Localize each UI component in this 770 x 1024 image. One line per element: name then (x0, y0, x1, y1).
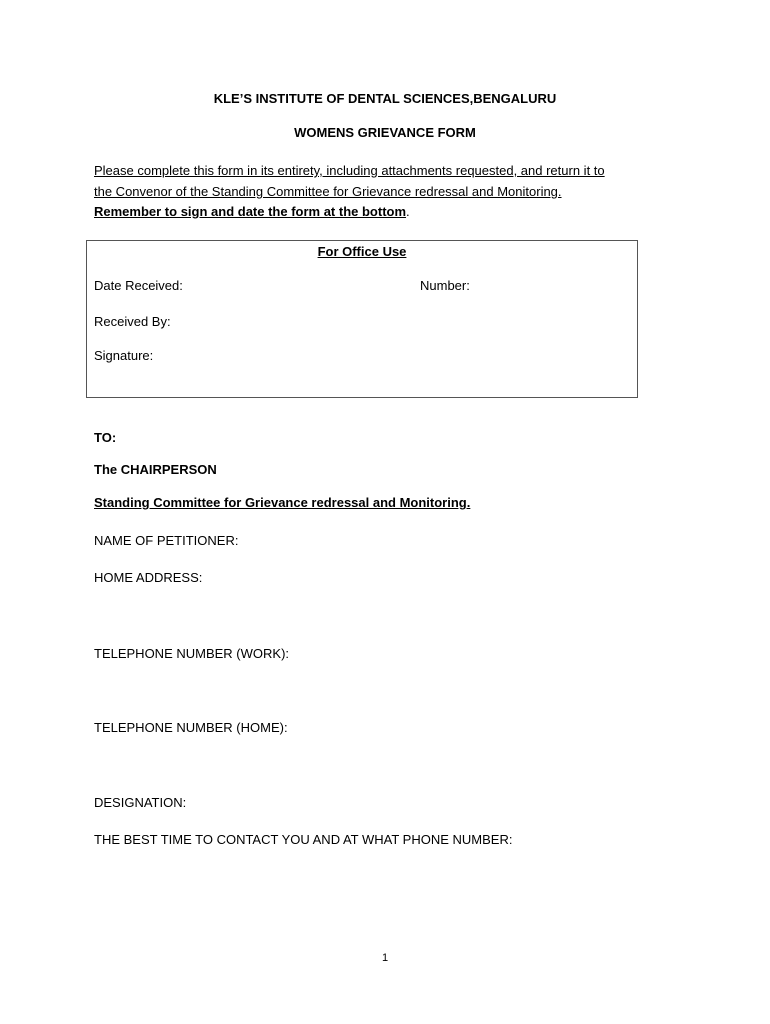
date-received-label: Date Received: (94, 278, 183, 293)
instructions-line-3 (94, 204, 410, 220)
signature-label: Signature: (94, 348, 154, 363)
page-number: 1 (381, 952, 389, 964)
office-use-box (86, 240, 638, 398)
form-title: WOMENS GRIEVANCE FORM (294, 125, 476, 140)
committee-name: Standing Committee for Grievance redressal and Monitoring. (94, 495, 471, 510)
received-by-label: Received By: (94, 314, 171, 329)
to-label: TO: (94, 430, 117, 445)
sign-date-reminder: Remember to sign and date the form at the bottom (94, 204, 407, 219)
sign-date-reminder-period: . (406, 204, 410, 219)
instructions-line-1: Please complete this form in its entirety, including attachments requested, and return it to (94, 163, 605, 178)
instructions-line-2: the Convenor of the Standing Committee for Grievance redressal and Monitoring. (94, 184, 562, 199)
chairperson-label: The CHAIRPERSON (94, 462, 217, 477)
best-time-contact-label: THE BEST TIME TO CONTACT YOU AND AT WHAT PHONE NUMBER: (94, 832, 513, 847)
petitioner-name-label: NAME OF PETITIONER: (94, 533, 239, 548)
number-label: Number: (420, 278, 470, 293)
office-use-title: For Office Use (317, 244, 407, 259)
designation-label: DESIGNATION: (94, 795, 187, 810)
telephone-home-label: TELEPHONE NUMBER (HOME): (94, 720, 288, 735)
home-address-label: HOME ADDRESS: (94, 570, 203, 585)
telephone-work-label: TELEPHONE NUMBER (WORK): (94, 646, 290, 661)
institution-title: KLE’S INSTITUTE OF DENTAL SCIENCES,BENGALURU (213, 91, 557, 106)
